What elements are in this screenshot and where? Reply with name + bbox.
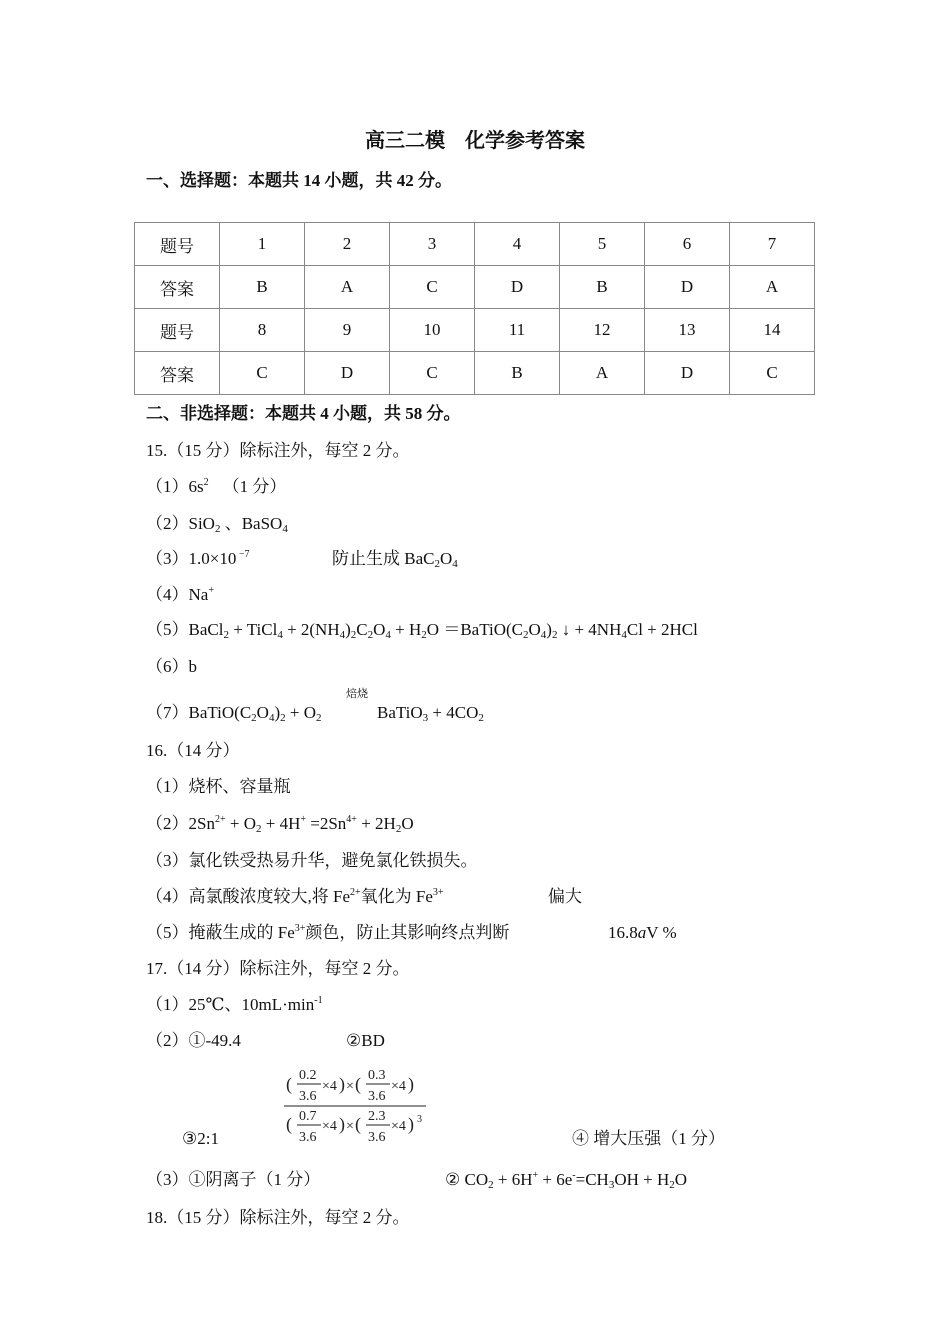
frac-den: 3.6 [299, 1130, 317, 1145]
row-label: 题号 [135, 309, 220, 352]
exponent: 3 [417, 1114, 422, 1125]
answer-cell: D [645, 266, 730, 309]
question-number: 9 [305, 309, 390, 352]
q17-answer-2-4: ④ 增大压强（1 分） [572, 1129, 725, 1148]
row-label: 题号 [135, 223, 220, 266]
question-number: 2 [305, 223, 390, 266]
times-sign: × [346, 1079, 354, 1094]
question-number: 4 [475, 223, 560, 266]
frac-num: 0.7 [299, 1109, 317, 1124]
answer-cell: D [645, 352, 730, 395]
q15-answer-7: $(7)BaTiO(C_2O_4)_2 + O_2$ BaTiO$_3$ + $4CO_2$ [146, 703, 484, 724]
answer-cell: A [560, 352, 645, 395]
table-row [135, 266, 815, 309]
q16-answer-1: （1）烧杯、容量瓶 [146, 777, 291, 796]
question-number: 7 [730, 223, 815, 266]
q16-answer-3: （3）氯化铁受热易升华，避免氯化铁损失。 [146, 851, 478, 870]
answer-cell: C [390, 266, 475, 309]
answer-cell: C [220, 352, 305, 395]
paren-open: ( [286, 1074, 292, 1094]
q17-heading: 17.（14 分）除标注外，每空 2 分。 [146, 959, 410, 978]
paren-close: ) [408, 1074, 414, 1094]
frac-num: 0.2 [299, 1068, 317, 1083]
answer-cell: B [220, 266, 305, 309]
paren-open: ( [355, 1074, 361, 1094]
question-number: 3 [390, 223, 475, 266]
question-number: 8 [220, 309, 305, 352]
mult-four: ×4 [322, 1119, 337, 1134]
table-row [135, 352, 815, 395]
question-number: 14 [730, 309, 815, 352]
question-number: 10 [390, 309, 475, 352]
question-number: 6 [645, 223, 730, 266]
q17-answer-2-3: ③2:1 [182, 1129, 219, 1148]
q18-heading: 18.（15 分）除标注外，每空 2 分。 [146, 1208, 410, 1227]
q17-answer-3-2: ② $CO_2 + 6H^+ + 6e^-=CH_3OH + H_2O$ [445, 1170, 688, 1191]
q17-answer-3-1: （3）①阴离子（1 分） [146, 1170, 321, 1189]
answer-table [134, 222, 815, 395]
paren-close: ) [339, 1114, 345, 1134]
paren-close: ) [408, 1114, 414, 1134]
frac-den: 3.6 [368, 1089, 386, 1104]
answer-cell: A [305, 266, 390, 309]
mult-four: ×4 [322, 1079, 337, 1094]
q15-answer-2: （2）SiO$_2$ 、BaSO$_4$ [146, 514, 288, 535]
mult-four: ×4 [391, 1079, 406, 1094]
q15-answer-4: （4）Na+ [146, 585, 214, 604]
q15-answer-3: （3）1.0×10 $^{-7}$ 防止生成 $BaC_2O_4$ [146, 549, 458, 570]
row-label: 答案 [135, 266, 220, 309]
q16-answer-2: $(2)2Sn^{2+} + O_2 + 4H^+ =2Sn^{4+} + 2H_2O$ [146, 814, 414, 835]
question-number: 1 [220, 223, 305, 266]
table-row [135, 223, 815, 266]
paren-open: ( [355, 1114, 361, 1134]
q15-answer-5: （5）BaCl$_2$ + TiCl$_4$ + $2(NH_4)_2C_2O_4 + H_2O$ $=BaTiO(C_2O_4)_2$ ↓ + $4NH_4Cl + 2HCl$ [146, 620, 698, 641]
mult-four: ×4 [391, 1119, 406, 1134]
section1-heading: 一、选择题：本题共 14 小题，共 42 分。 [146, 171, 452, 190]
paren-close: ) [339, 1074, 345, 1094]
frac-den: 3.6 [299, 1089, 317, 1104]
frac-num: 2.3 [368, 1109, 386, 1124]
q17-answer-2-1: （2）①-49.4 [146, 1031, 241, 1050]
page-title: 高三二模 化学参考答案 [365, 130, 585, 152]
q15-answer-6: （6）b [146, 657, 197, 676]
answer-cell: C [390, 352, 475, 395]
times-sign: × [346, 1119, 354, 1134]
q17-answer-1: （1）25℃、$10mL\cdot\min^{-1}$ [146, 995, 323, 1014]
section2-heading: 二、非选择题：本题共 4 小题，共 58 分。 [146, 404, 461, 423]
frac-num: 0.3 [368, 1068, 386, 1083]
answer-cell: B [560, 266, 645, 309]
equilibrium-constant-fraction [284, 1064, 434, 1150]
answer-cell: D [305, 352, 390, 395]
q17-answer-2-2: ②BD [346, 1031, 385, 1050]
question-number: 11 [475, 309, 560, 352]
q16-answer-4: （4）高氯酸浓度较大,将 $Fe^{2+}$氧化为 $Fe^{3+}$ 偏大 [146, 887, 582, 906]
q15-heading: 15.（15 分）除标注外，每空 2 分。 [146, 441, 410, 460]
reaction-condition: 焙烧 [346, 688, 368, 700]
question-number: 5 [560, 223, 645, 266]
answer-cell: B [475, 352, 560, 395]
answer-cell: C [730, 352, 815, 395]
q16-answer-5: （5）掩蔽生成的 $Fe^{3+}$颜色，防止其影响终点判断 16.8aV % [146, 923, 677, 942]
question-number: 12 [560, 309, 645, 352]
frac-den: 3.6 [368, 1130, 386, 1145]
answer-cell: A [730, 266, 815, 309]
question-number: 13 [645, 309, 730, 352]
paren-open: ( [286, 1114, 292, 1134]
table-row [135, 309, 815, 352]
row-label: 答案 [135, 352, 220, 395]
q16-heading: 16.（14 分） [146, 741, 240, 760]
answer-cell: D [475, 266, 560, 309]
q15-answer-1: $(1)6s^2$ （1 分） [146, 477, 287, 496]
